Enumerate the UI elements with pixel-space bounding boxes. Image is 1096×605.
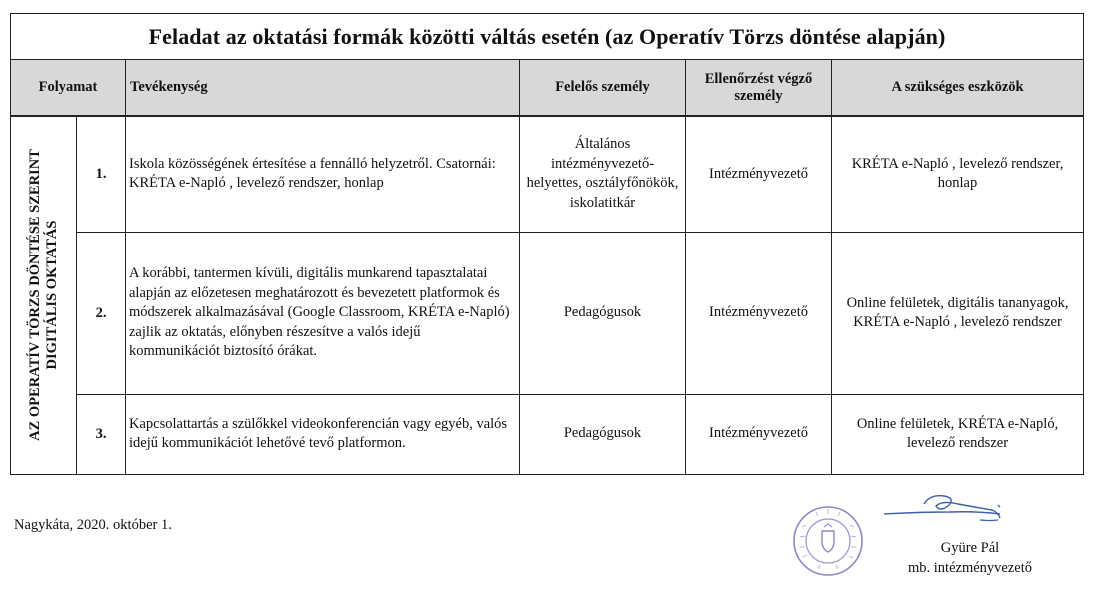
document-title: Feladat az oktatási formák közötti váltás esetén (az Operatív Törzs döntése alapján) [11, 14, 1084, 60]
signer-block [890, 538, 1050, 578]
signer-name: Gyüre Pál [940, 540, 1000, 556]
row-controller: Intézményvezető [686, 116, 832, 232]
section-label: AZ OPERATÍV TÖRZS DÖNTÉSE SZERINT DIGITÁLIS OKTATÁS [26, 149, 60, 442]
row-responsible: Pedagógusok [520, 394, 686, 474]
signer-title: mb. intézményvezető [907, 560, 1032, 576]
row-tools: KRÉTA e-Napló , levelező rendszer, honlap [832, 116, 1084, 232]
row-activity: A korábbi, tantermen kívüli, digitális munkarend tapasztalatai alapján az előzetesen meghatározott és bevezetett platformok és módszerek alkalmazásával (Google Classroom, KRÉTA e-Napló) zajlik az oktatás, előnyben részesítve a valós idejű kommunikációt biztosító órákat. [126, 232, 520, 394]
row-tools: Online felületek, KRÉTA e-Napló, levelező rendszer [832, 394, 1084, 474]
row-responsible: Pedagógusok [520, 232, 686, 394]
table-row [11, 116, 1084, 232]
official-stamp-icon [792, 505, 864, 577]
task-table [10, 13, 1084, 475]
header-responsible: Felelős személy [520, 60, 686, 117]
header-activity: Tevékenység [126, 60, 520, 117]
header-tools: A szükséges eszközök [832, 60, 1084, 117]
row-number: 3. [77, 394, 126, 474]
row-activity: Iskola közösségének értesítése a fennálló helyzetről. Csatornái: KRÉTA e-Napló , levelező rendszer, honlap [126, 116, 520, 232]
place-date: Nagykáta, 2020. október 1. [14, 517, 172, 533]
header-controller: Ellenőrzést végző személy [686, 60, 832, 117]
row-number: 1. [77, 116, 126, 232]
section-label-cell [11, 116, 77, 474]
header-process: Folyamat [11, 60, 126, 117]
row-responsible: Általános intézményvezető-helyettes, osztályfőnökök, iskolatitkár [520, 116, 686, 232]
table-row [11, 394, 1084, 474]
table-row [11, 232, 1084, 394]
row-tools: Online felületek, digitális tananyagok, KRÉTA e-Napló , levelező rendszer [832, 232, 1084, 394]
row-number: 2. [77, 232, 126, 394]
signature-icon [880, 490, 1012, 528]
row-activity: Kapcsolattartás a szülőkkel videokonferencián vagy egyéb, valós idejű kommunikációt lehetővé tevő platformon. [126, 394, 520, 474]
row-controller: Intézményvezető [686, 232, 832, 394]
row-controller: Intézményvezető [686, 394, 832, 474]
